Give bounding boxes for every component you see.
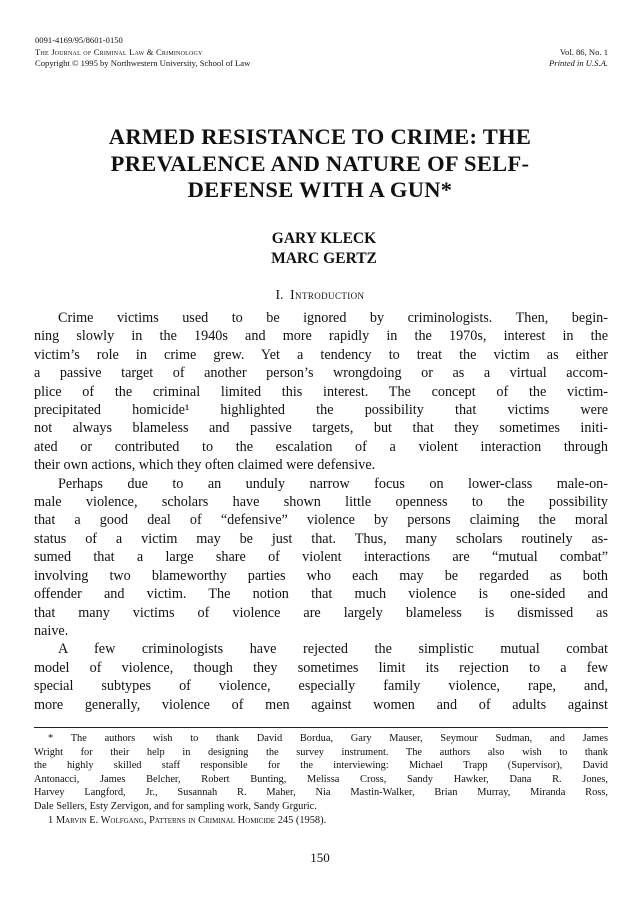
body-line: naive. — [34, 622, 69, 639]
footnote-line: Wright for their help in designing the survey instrument. The authors also wish to thank — [34, 746, 608, 758]
body-line: status of a victim may be just that. Thus, many scholars routinely as- — [34, 530, 608, 547]
header-row-3 — [35, 58, 610, 70]
footnotes — [34, 732, 608, 827]
footnote-author: Marvin E. Wolfgang, — [55, 814, 147, 826]
body-line: their own actions, which they often claimed were defensive. — [34, 457, 376, 474]
section-number: I. — [275, 287, 284, 302]
title-line: DEFENSE WITH A GUN* — [187, 177, 453, 202]
title-line: PREVALENCE AND NATURE OF SELF- — [110, 150, 530, 176]
author-name: GARY KLECK — [271, 230, 377, 247]
body-line: that many victims of violence are largely blameless is dismissed as — [34, 604, 608, 621]
footnote-cite: 245 (1958). — [277, 814, 327, 826]
header-row-1 — [35, 35, 610, 47]
section-title: Introduction — [290, 287, 365, 302]
footnote-line: * The authors wish to thank David Bordua, Gary Mauser, Seymour Sudman, and James — [48, 733, 608, 744]
footnote-line: Antonacci, James Belcher, Robert Bunting, Melissa Cross, Sandy Hawker, Dana R. Jones, — [34, 773, 608, 785]
body-line: more generally, violence of men against women and of adults against — [34, 696, 608, 713]
footnote-number: 1 — [48, 814, 54, 826]
journal-name: The Journal of Criminal Law & Criminology — [35, 46, 203, 57]
footnote-line: Dale Sellers, Esty Zervigon, and for sampling work, Sandy Grguric. — [34, 800, 317, 812]
footnote-1 — [34, 814, 608, 828]
body-line: A few criminologists have rejected the simplistic mutual combat — [58, 641, 608, 658]
body-line: involving two blameworthy parties who each may be regarded as both — [34, 567, 608, 584]
body-line: ated or contributed to the escalation of a violent interaction through — [34, 438, 608, 455]
issn-code: 0091-4169/95/8601-0150 — [35, 35, 123, 45]
journal-header — [35, 35, 610, 70]
body-line: precipitated homicide¹ highlighted the possibility that victims were — [34, 402, 608, 419]
printed-in: Printed in U.S.A. — [549, 58, 608, 68]
body-line: Crime victims used to be ignored by criminologists. Then, begin- — [58, 310, 608, 326]
body-text — [34, 309, 608, 714]
body-line: a passive target of another person’s wrongdoing or as a virtual accom- — [34, 365, 608, 382]
volume-number: Vol. 86, No. 1 — [559, 46, 608, 57]
body-line: sumed that a large share of violent interactions are “mutual combat” — [34, 549, 608, 566]
body-line: special subtypes of violence, especially family violence, rape, and, — [34, 678, 608, 695]
page-number: 150 — [310, 850, 330, 865]
author-block — [0, 229, 640, 269]
body-line: victim’s role in crime grew. Yet a tendency to treat the victim as either — [34, 346, 608, 363]
section-heading — [0, 287, 640, 303]
footnote-divider — [34, 727, 608, 728]
footnote-line: Harvey Langford, Jr., Susannah R. Maher, Nia Mastin-Walker, Brian Murray, Miranda Ross, — [34, 787, 608, 799]
header-row-2 — [35, 47, 610, 59]
body-line: plice of the criminal limited this interest. The concept of the victim- — [34, 383, 608, 400]
author-name: MARC GERTZ — [271, 250, 377, 267]
body-line: that a good deal of “defensive” violence by persons claiming the moral — [34, 512, 608, 529]
copyright-line: Copyright © 1995 by Northwestern University, School of Law — [35, 58, 251, 68]
body-line: model of violence, though they sometimes limit its rejection to a few — [34, 659, 608, 676]
body-line: offender and victim. The notion that much violence is one-sided and — [34, 586, 608, 603]
body-line: ning slowly in the 1940s and more rapidly in the 1970s, interest in the — [34, 328, 608, 345]
footnote-line: the highly skilled staff responsible for the interviewing: Michael Trapp (Supervisor), David — [34, 760, 608, 772]
title-line: ARMED RESISTANCE TO CRIME: THE — [108, 124, 532, 149]
body-line: not always blameless and passive targets, but that they sometimes initi- — [34, 420, 608, 437]
body-line: Perhaps due to an unduly narrow focus on lower-class male-on- — [58, 475, 608, 492]
article-title — [0, 124, 640, 204]
footnote-work: Patterns in Criminal Homicide — [149, 814, 276, 826]
body-line: male violence, scholars have shown little openness to the possibility — [34, 494, 608, 511]
